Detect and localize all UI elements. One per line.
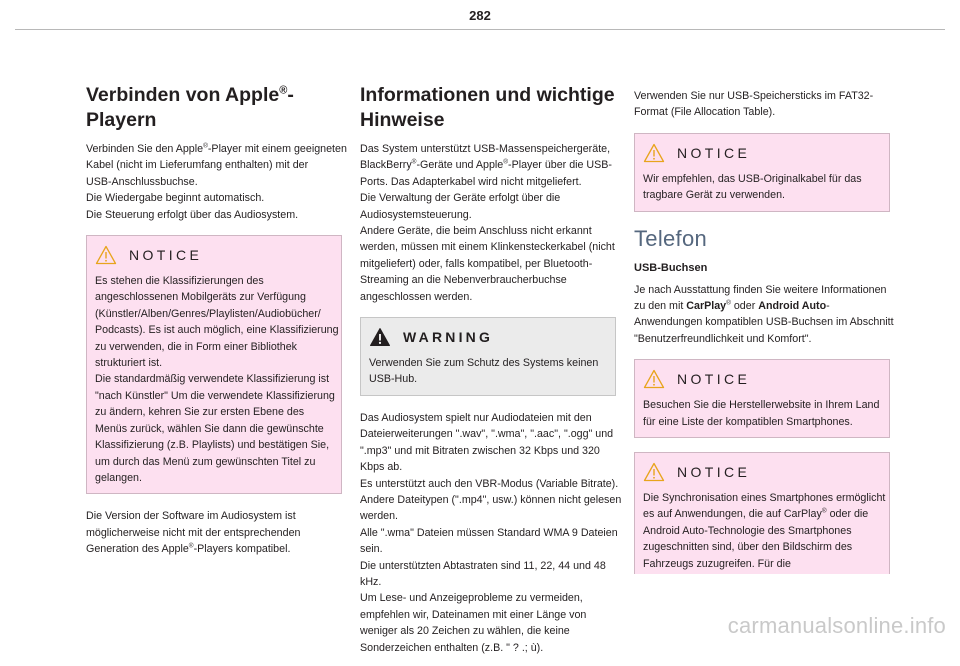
- notice-text: Die Synchronisation eines Smartphones ermöglicht es auf Anwendungen, die auf CarPlay® oder die Android Auto-Technologie des Smartphones zugeschnitten sind, über den Bildschirm des Fahrzeugs zuzugreifen. Für die: [643, 492, 886, 570]
- column-usb-telefon: [634, 88, 894, 574]
- apple-intro-paragraph: Verbinden Sie den Apple®-Player mit einem geeigneten Kabel (nicht im Lieferumfang enthalten) mit der USB-Anschlussbuchse. Die Wiedergabe beginnt automatisch. Die Steuerung erfolgt über das Audiosystem.: [86, 142, 347, 221]
- caution-triangle-icon: [643, 462, 665, 482]
- notice-box-manufacturer-website: [634, 359, 890, 438]
- watermark: carmanualsonline.info: [727, 613, 946, 638]
- apple-version-paragraph: Die Version der Software im Audiosystem ist möglicherweise nicht mit der entsprechenden Generation des Apple®-Players kompatibel.: [86, 510, 301, 556]
- notice-title: NOTICE: [677, 464, 751, 481]
- notice-box-usb-cable: [634, 133, 890, 212]
- usb-buchsen-paragraph: Je nach Ausstattung finden Sie weitere Informationen zu den mit CarPlay® oder Android Auto- Anwendungen kompatiblen USB-Buchsen im Abschnitt "Benutzerfreundlichkeit und Komfort".: [634, 283, 894, 345]
- warning-text: Verwenden Sie zum Schutz des Systems keinen USB-Hub.: [369, 357, 599, 386]
- warning-box-usb-hub: [360, 317, 616, 396]
- subheading-usb-buchsen: USB-Buchsen: [634, 261, 708, 274]
- fat32-paragraph: Verwenden Sie nur USB-Speichersticks im FAT32- Format (File Allocation Table).: [634, 90, 874, 119]
- audio-files-paragraph: Das Audiosystem spielt nur Audiodateien mit den Dateierweiterungen ".wav", ".wma", ".aac", ".ogg" und ".mp3" und mit Bitraten zwischen 32 Kbps und 320 Kbps ab. Es unterstützt auch den VBR-Modus (Variable Bitrate). Andere Dateitypen (".mp4", usw.) können nicht gelesen werden. Alle ".wma" Dateien müssen Standard WMA 9 Dateien sein. Die unterstützten Abtastraten sind 11, 22, 44 und 48 kHz. Um Lese- und Anzeigeprobleme zu vermeiden, empfehlen wir, Dateinamen mit einer Länge von weniger als 20 Zeichen zu wählen, die keine Sonderzeichen enthalten (z.B. " ? .; ù).: [360, 411, 622, 654]
- notice-title: NOTICE: [129, 247, 203, 264]
- page-number: 282: [469, 8, 491, 23]
- notice-text: Besuchen Sie die Herstellerwebsite in Ihrem Land für eine Liste der kompatiblen Smartphones.: [643, 399, 880, 428]
- section-title-telefon: Telefon: [634, 225, 708, 251]
- header-rule: [15, 29, 945, 30]
- warning-title: WARNING: [403, 329, 494, 346]
- section-title-apple: Verbinden von Apple®-Playern: [86, 84, 294, 131]
- caution-triangle-icon: [643, 369, 665, 389]
- caution-triangle-icon: [643, 143, 665, 163]
- notice-title: NOTICE: [677, 144, 751, 161]
- notice-box-classification: [86, 235, 342, 494]
- section-title-information: Informationen und wichtige Hinweise: [360, 84, 615, 131]
- column-information: [360, 83, 622, 666]
- column-apple-players: [86, 83, 347, 568]
- notice-text: Wir empfehlen, das USB-Originalkabel für das tragbare Gerät zu verwenden.: [643, 172, 862, 202]
- notice-box-smartphone-sync: [634, 452, 890, 574]
- notice-title: NOTICE: [677, 371, 751, 388]
- information-intro-paragraph: Das System unterstützt USB-Massenspeichergeräte, BlackBerry®-Geräte und Apple®-Player über die USB- Ports. Das Adapterkabel wird nicht mitgeliefert. Die Verwaltung der Geräte erfolgt über die Audiosystemsteuerung. Andere Geräte, die beim Anschluss nicht erkannt werden, müssen mit einem Klinkensteckerkabel (nicht mitgeliefert) oder, falls kompatibel, per Bluetooth- Streaming an die Nebenverbraucherbuchse angeschlossen werden.: [360, 143, 615, 303]
- caution-triangle-icon: [95, 245, 117, 265]
- warning-triangle-icon: [369, 327, 391, 347]
- notice-text: Es stehen die Klassifizierungen des angeschlossenen Mobilgeräts zur Verfügung (Künstler/Alben/Genres/Playlisten/Audiobücher/ Podcasts). Es ist auch möglich, eine Klassifizierung zu verwenden, die in Form einer Bibliothek strukturiert ist. Die standardmäßig verwendete Klassifizierung ist "nach Künstler" Um die verwendete Klassifizierung zu ändern, kehren Sie zur ersten Ebene des Menüs zurück, wählen Sie dann die gewünschte Klassifizierung (z.B. Playlists) und bestätigen Sie, um durch das Menü zum gewünschten Titel zu gelangen.: [95, 275, 339, 484]
